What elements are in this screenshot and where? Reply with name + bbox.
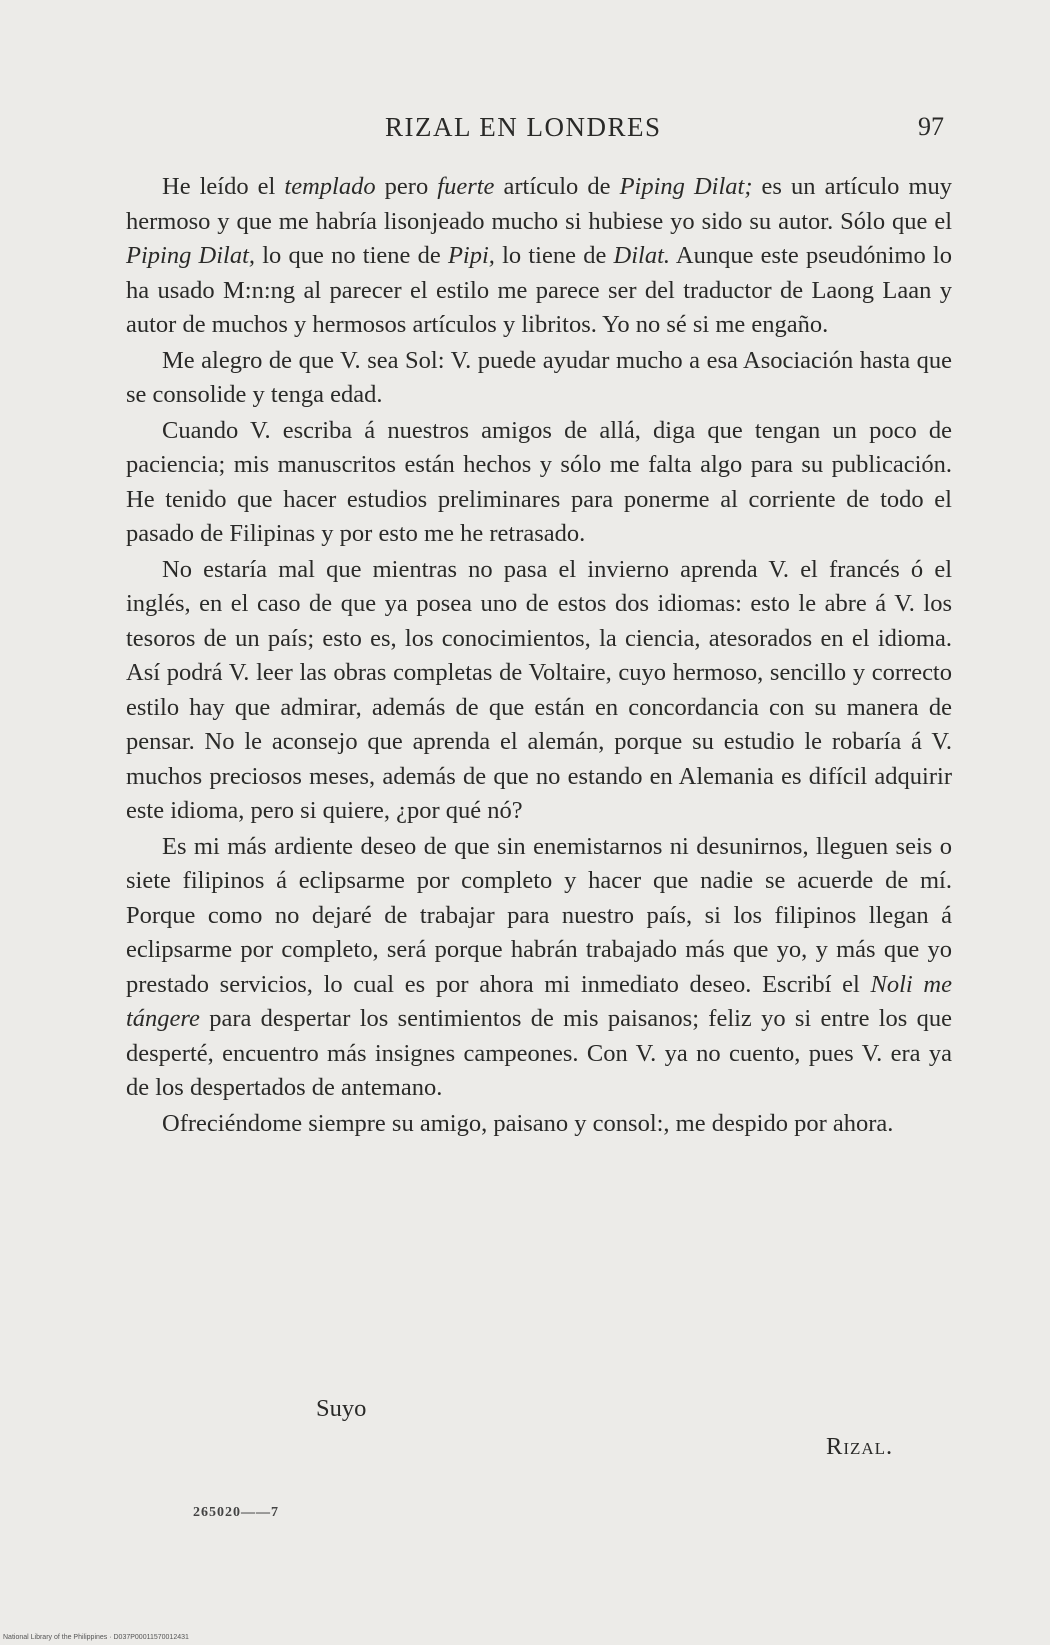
italic-run: Dilat. xyxy=(613,242,671,269)
text-run: lo que no tiene de xyxy=(255,242,448,269)
page-number: 97 xyxy=(918,112,944,141)
text-run: lo tiene de xyxy=(494,242,614,269)
paragraph-3: Cuando V. escriba á nuestros amigos de allá, diga que tengan un poco de paciencia; mis manuscritos están hechos y sólo me falta algo para su publicación. He tenido que hacer estudios preliminares para ponerme al corriente de todo el pasado de Filipinas y por esto me he retrasado. xyxy=(126,416,952,547)
letter-body xyxy=(126,170,952,1142)
paragraph-2: Me alegro de que V. sea Sol: V. puede ayudar mucho a esa Asociación hasta que se consolide y tenga edad. xyxy=(126,346,952,408)
italic-run: fuerte xyxy=(437,173,495,200)
signature: Rizal. xyxy=(826,1433,894,1460)
closing-salutation: Suyo xyxy=(316,1395,367,1422)
print-code: 265020——7 xyxy=(193,1505,279,1520)
paragraph-4: No estaría mal que mientras no pasa el invierno aprenda V. el francés ó el inglés, en el caso de que ya posea uno de estos dos idiomas: esto le abre á V. los tesoros de un país; esto es, los conocimientos, la ciencia, atesorados en el idioma. Así podrá V. leer las obras completas de Voltaire, cuyo hermoso, sencillo y correcto estilo hay que admirar, además de que están en concordancia con su manera de pensar. No le aconsejo que aprenda el alemán, porque su estudio le robaría á V. muchos preciosos meses, además de que no estando en Alemania es difícil adquirir este idioma, pero si quiere, ¿por qué nó? xyxy=(126,555,952,824)
text-run: pero xyxy=(375,173,438,200)
text-run: Es mi más ardiente deseo de que sin enemistarnos ni desunirnos, lleguen seis o siete filipinos á eclipsarme por completo y hacer que nadie se acuerde de mí. Porque como no dejaré de trabajar para nuestro país, si los filipinos llegan á eclipsarme por completo, será porque habrán trabajado más que yo, y más que yo prestado servicios, lo cual es por ahora mi inmediato deseo. Escribí el xyxy=(126,832,952,998)
text-run: He leído el xyxy=(162,173,285,200)
italic-run: Piping Dilat; xyxy=(619,173,753,200)
italic-run: templado xyxy=(284,173,376,200)
text-run: Aunque este pseudónimo lo ha usado M:n:ng al parecer el estilo me parece ser del traductor de Laong Laan y autor de muchos y hermosos artículos y libritos. Yo no sé si me engaño. xyxy=(126,242,952,338)
italic-run: Piping Dilat, xyxy=(126,242,256,269)
text-run: artículo de xyxy=(494,173,620,200)
running-head: RIZAL EN LONDRES xyxy=(385,112,662,142)
footer-note: National Library of the Philippines · D037P00011570012431 xyxy=(3,1634,189,1641)
paragraph-1 xyxy=(126,170,952,343)
paragraph-5 xyxy=(126,830,952,1106)
italic-run: Pipi, xyxy=(447,242,495,269)
text-run: para despertar los sentimientos de mis paisanos; feliz yo si entre los que desperté, encuentro más insignes campeones. Con V. ya no cuento, pues V. era ya de los despertados de antemano. xyxy=(126,1005,952,1101)
page-header xyxy=(0,112,1050,152)
italic-run: Noli me tángere xyxy=(126,970,952,1032)
paragraph-6: Ofreciéndome siempre su amigo, paisano y consol:, me despido por ahora. xyxy=(162,1109,894,1137)
text-run: es un artículo muy hermoso y que me habría lisonjeado mucho si hubiese yo sido su autor. Sólo que el xyxy=(126,173,953,235)
